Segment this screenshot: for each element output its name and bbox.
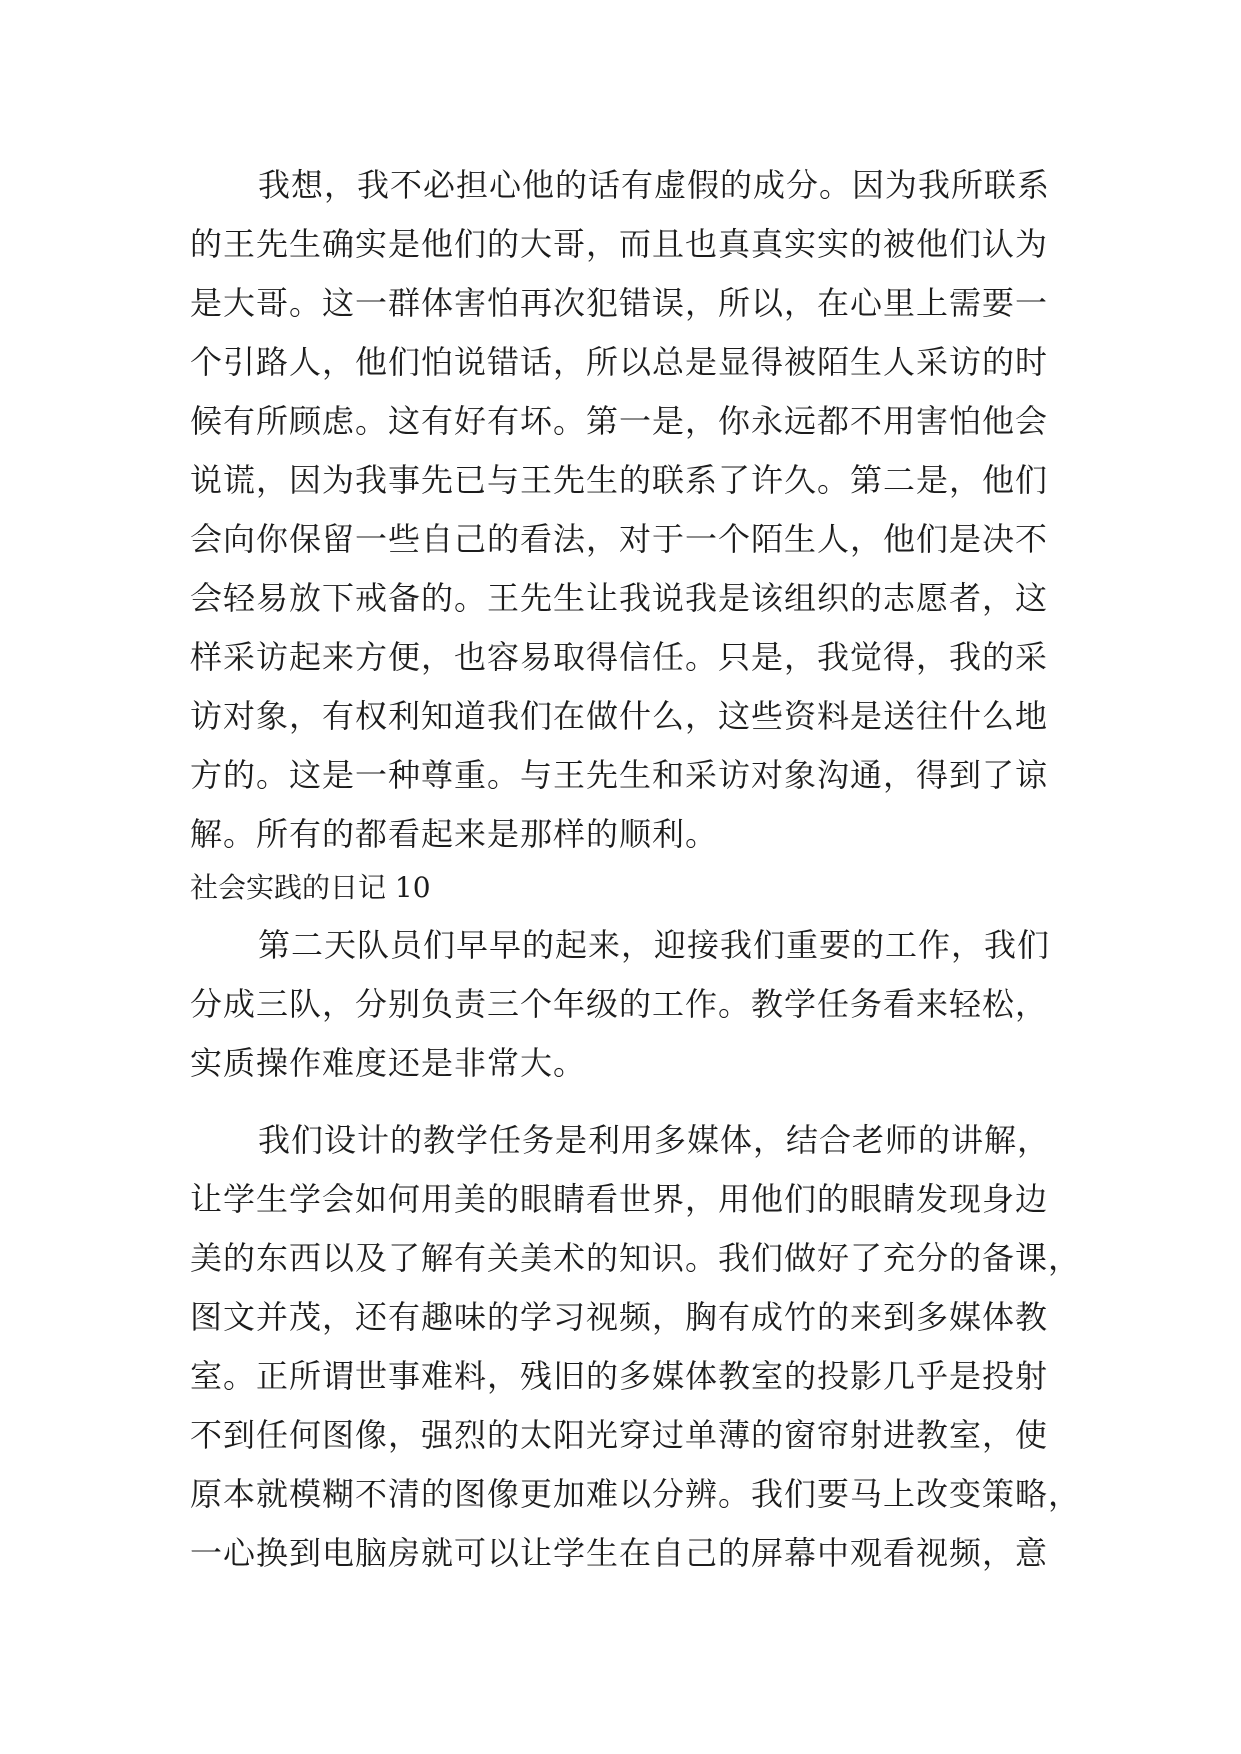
section-title: 社会实践的日记 10 [190, 871, 431, 904]
paragraph-1-line: 访对象，有权利知道我们在做什么，这些资料是送往什么地 [190, 697, 1049, 735]
paragraph-1-line: 会向你保留一些自己的看法，对于一个陌生人，他们是决不 [190, 520, 1049, 558]
paragraph-3-line: 室。正所谓世事难料，残旧的多媒体教室的投影几乎是投射 [190, 1357, 1049, 1395]
paragraph-3-line: 图文并茂，还有趣味的学习视频，胸有成竹的来到多媒体教 [190, 1298, 1049, 1336]
paragraph-3-line: 让学生学会如何用美的眼睛看世界，用他们的眼睛发现身边 [190, 1180, 1049, 1218]
paragraph-3-line: 原本就模糊不清的图像更加难以分辨。我们要马上改变策略， [190, 1475, 1082, 1513]
paragraph-2-line: 第二天队员们早早的起来，迎接我们重要的工作，我们 [258, 926, 1051, 964]
paragraph-1-line: 是大哥。这一群体害怕再次犯错误，所以，在心里上需要一 [190, 284, 1049, 322]
paragraph-2-line: 分成三队，分别负责三个年级的工作。教学任务看来轻松， [190, 985, 1049, 1023]
paragraph-3-line: 一心换到电脑房就可以让学生在自己的屏幕中观看视频，意 [190, 1534, 1049, 1572]
paragraph-1-line: 我想，我不必担心他的话有虚假的成分。因为我所联系 [258, 166, 1051, 204]
paragraph-1-line: 说谎，因为我事先已与王先生的联系了许久。第二是，他们 [190, 461, 1049, 499]
paragraph-3-line: 我们设计的教学任务是利用多媒体，结合老师的讲解， [258, 1121, 1051, 1159]
paragraph-1-line: 样采访起来方便，也容易取得信任。只是，我觉得，我的采 [190, 638, 1049, 676]
paragraph-3-line: 美的东西以及了解有关美术的知识。我们做好了充分的备课， [190, 1239, 1082, 1277]
paragraph-1-line: 个引路人，他们怕说错话，所以总是显得被陌生人采访的时 [190, 343, 1049, 381]
paragraph-1-line: 的王先生确实是他们的大哥，而且也真真实实的被他们认为 [190, 225, 1049, 263]
paragraph-2-line: 实质操作难度还是非常大。 [190, 1044, 587, 1082]
paragraph-1-line: 方的。这是一种尊重。与王先生和采访对象沟通，得到了谅 [190, 756, 1049, 794]
paragraph-1-line: 候有所顾虑。这有好有坏。第一是，你永远都不用害怕他会 [190, 402, 1049, 440]
paragraph-1-line: 解。所有的都看起来是那样的顺利。 [190, 815, 719, 853]
paragraph-1-line: 会轻易放下戒备的。王先生让我说我是该组织的志愿者，这 [190, 579, 1049, 617]
paragraph-3-line: 不到任何图像，强烈的太阳光穿过单薄的窗帘射进教室，使 [190, 1416, 1049, 1454]
